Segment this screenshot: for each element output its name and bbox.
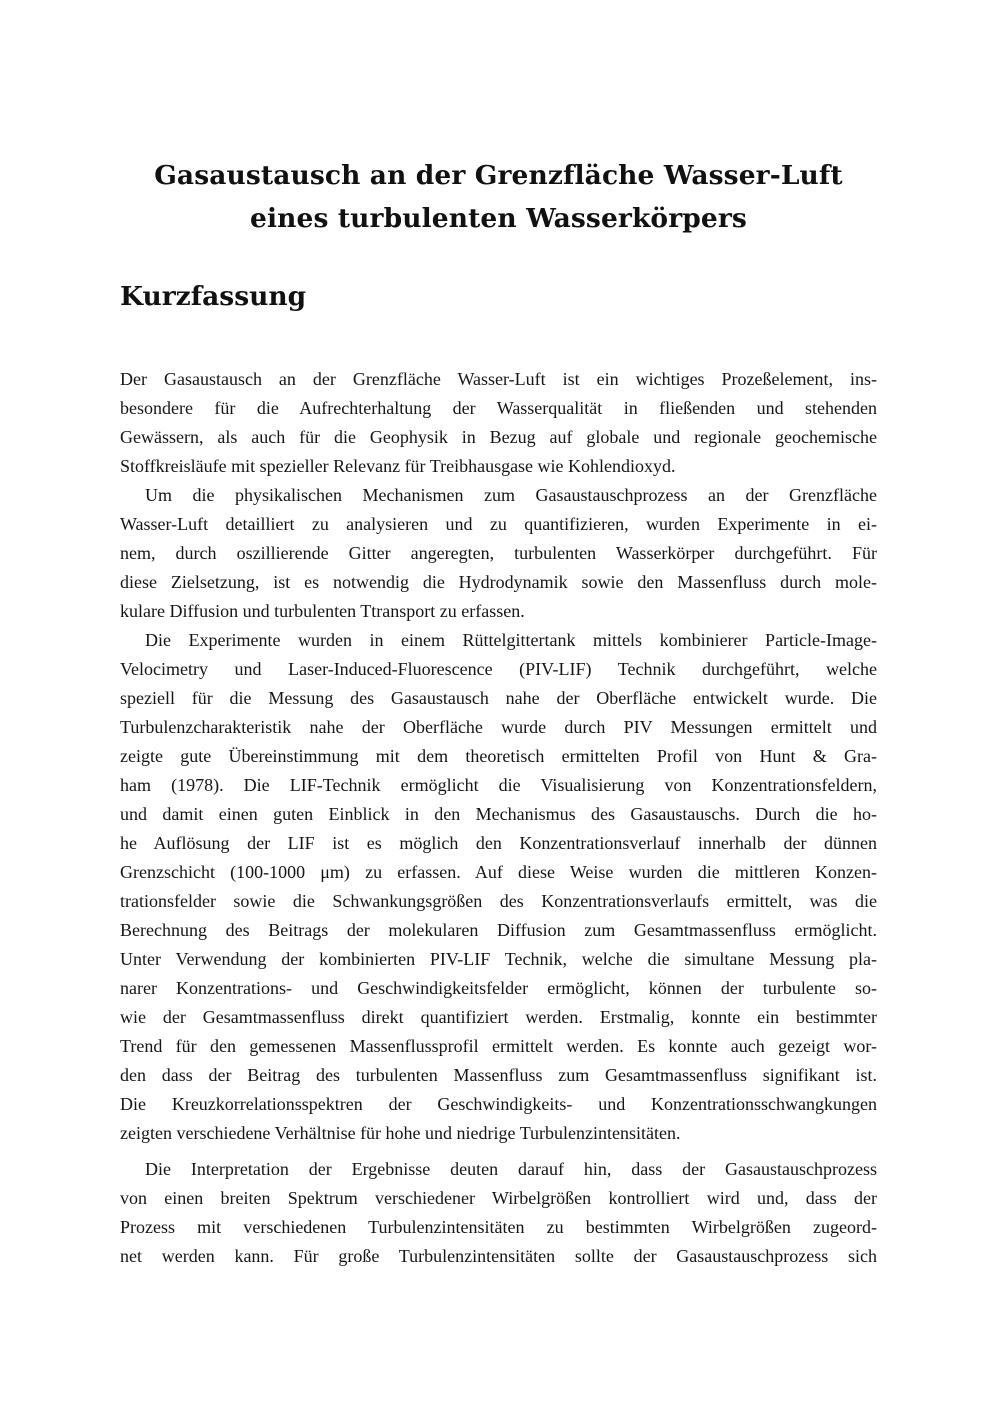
text-line: Berechnung des Beitrags der molekularen Diffusion zum Gesamtmassenfluss ermöglicht. — [120, 920, 877, 940]
text-line: he Auflösung der LIF ist es möglich den Konzentrationsverlauf innerhalb der dünnen — [120, 833, 877, 853]
abstract-paragraph — [120, 1155, 877, 1271]
text-line: Velocimetry und Laser-Induced-Fluorescence (PIV-LIF) Technik durchgeführt, welche — [120, 659, 877, 679]
abstract-paragraph — [120, 365, 877, 481]
text-line: Die Interpretation der Ergebnisse deuten darauf hin, dass der Gasaustauschprozess — [145, 1159, 877, 1179]
text-line: Grenzschicht (100-1000 μm) zu erfassen. Auf diese Weise wurden die mittleren Konzen- — [120, 862, 877, 882]
abstract-paragraph — [120, 481, 877, 626]
text-line: Turbulenzcharakteristik nahe der Oberfläche wurde durch PIV Messungen ermittelt und — [120, 717, 877, 737]
abstract-body — [120, 365, 877, 1271]
title-line-1: Gasaustausch an der Grenzfläche Wasser-Luft — [154, 160, 843, 191]
text-line: von einen breiten Spektrum verschiedener Wirbelgrößen kontrolliert wird und, dass der — [120, 1188, 877, 1208]
abstract-paragraph — [120, 626, 877, 1148]
text-line: Die Kreuzkorrelationsspektren der Geschwindigkeits- und Konzentrationsschwangkungen — [120, 1094, 877, 1114]
text-line: Um die physikalischen Mechanismen zum Gasaustauschprozess an der Grenzfläche — [145, 485, 877, 505]
text-line: trationsfelder sowie die Schwankungsgrößen des Konzentrationsverlaufs ermittelt, was die — [120, 891, 877, 911]
text-line: besondere für die Aufrechterhaltung der Wasserqualität in fließenden und stehenden — [120, 398, 877, 418]
text-line: und damit einen guten Einblick in den Mechanismus des Gasaustauschs. Durch die ho- — [120, 804, 877, 824]
text-line: Stoffkreisläufe mit spezieller Relevanz für Treibhausgase wie Kohlendioxyd. — [120, 456, 676, 476]
text-line: zeigten verschiedene Verhältnise für hohe und niedrige Turbulenzintensitäten. — [120, 1123, 681, 1143]
text-line: Trend für den gemessenen Massenflussprofil ermittelt werden. Es konnte auch gezeigt wor- — [120, 1036, 877, 1056]
text-line: diese Zielsetzung, ist es notwendig die Hydrodynamik sowie den Massenfluss durch mole- — [120, 572, 877, 592]
text-line: net werden kann. Für große Turbulenzintensitäten sollte der Gasaustauschprozess sich — [120, 1246, 877, 1266]
text-line: Prozess mit verschiedenen Turbulenzintensitäten zu bestimmten Wirbelgrößen zugeord- — [120, 1217, 877, 1237]
text-line: speziell für die Messung des Gasaustausch nahe der Oberfläche entwickelt wurde. Die — [120, 688, 877, 708]
text-line: Die Experimente wurden in einem Rüttelgittertank mittels kombinierer Particle-Image- — [145, 630, 877, 650]
text-line: Gewässern, als auch für die Geophysik in Bezug auf globale und regionale geochemische — [120, 427, 877, 447]
text-line: wie der Gesamtmassenfluss direkt quantifiziert werden. Erstmalig, konnte ein bestimmter — [120, 1007, 877, 1027]
text-line: ham (1978). Die LIF-Technik ermöglicht die Visualisierung von Konzentrationsfeldern, — [120, 775, 877, 795]
document-title — [120, 154, 877, 240]
text-line: zeigte gute Übereinstimmung mit dem theoretisch ermittelten Profil von Hunt & Gra- — [120, 746, 877, 766]
text-line: Wasser-Luft detailliert zu analysieren und zu quantifizieren, wurden Experimente in ei- — [120, 514, 877, 534]
title-line-2: eines turbulenten Wasserkörpers — [250, 203, 747, 234]
text-line: narer Konzentrations- und Geschwindigkeitsfelder ermöglicht, können der turbulente so- — [120, 978, 877, 998]
text-line: den dass der Beitrag des turbulenten Massenfluss zum Gesamtmassenfluss signifikant ist. — [120, 1065, 877, 1085]
text-line: Unter Verwendung der kombinierten PIV-LIF Technik, welche die simultane Messung pla- — [120, 949, 877, 969]
text-line: nem, durch oszillierende Gitter angeregten, turbulenten Wasserkörper durchgeführt. Für — [120, 543, 877, 563]
section-heading: Kurzfassung — [120, 281, 307, 312]
text-line: Der Gasaustausch an der Grenzfläche Wasser-Luft ist ein wichtiges Prozeßelement, ins- — [120, 369, 877, 389]
text-line: kulare Diffusion und turbulenten Ttransport zu erfassen. — [120, 601, 525, 621]
